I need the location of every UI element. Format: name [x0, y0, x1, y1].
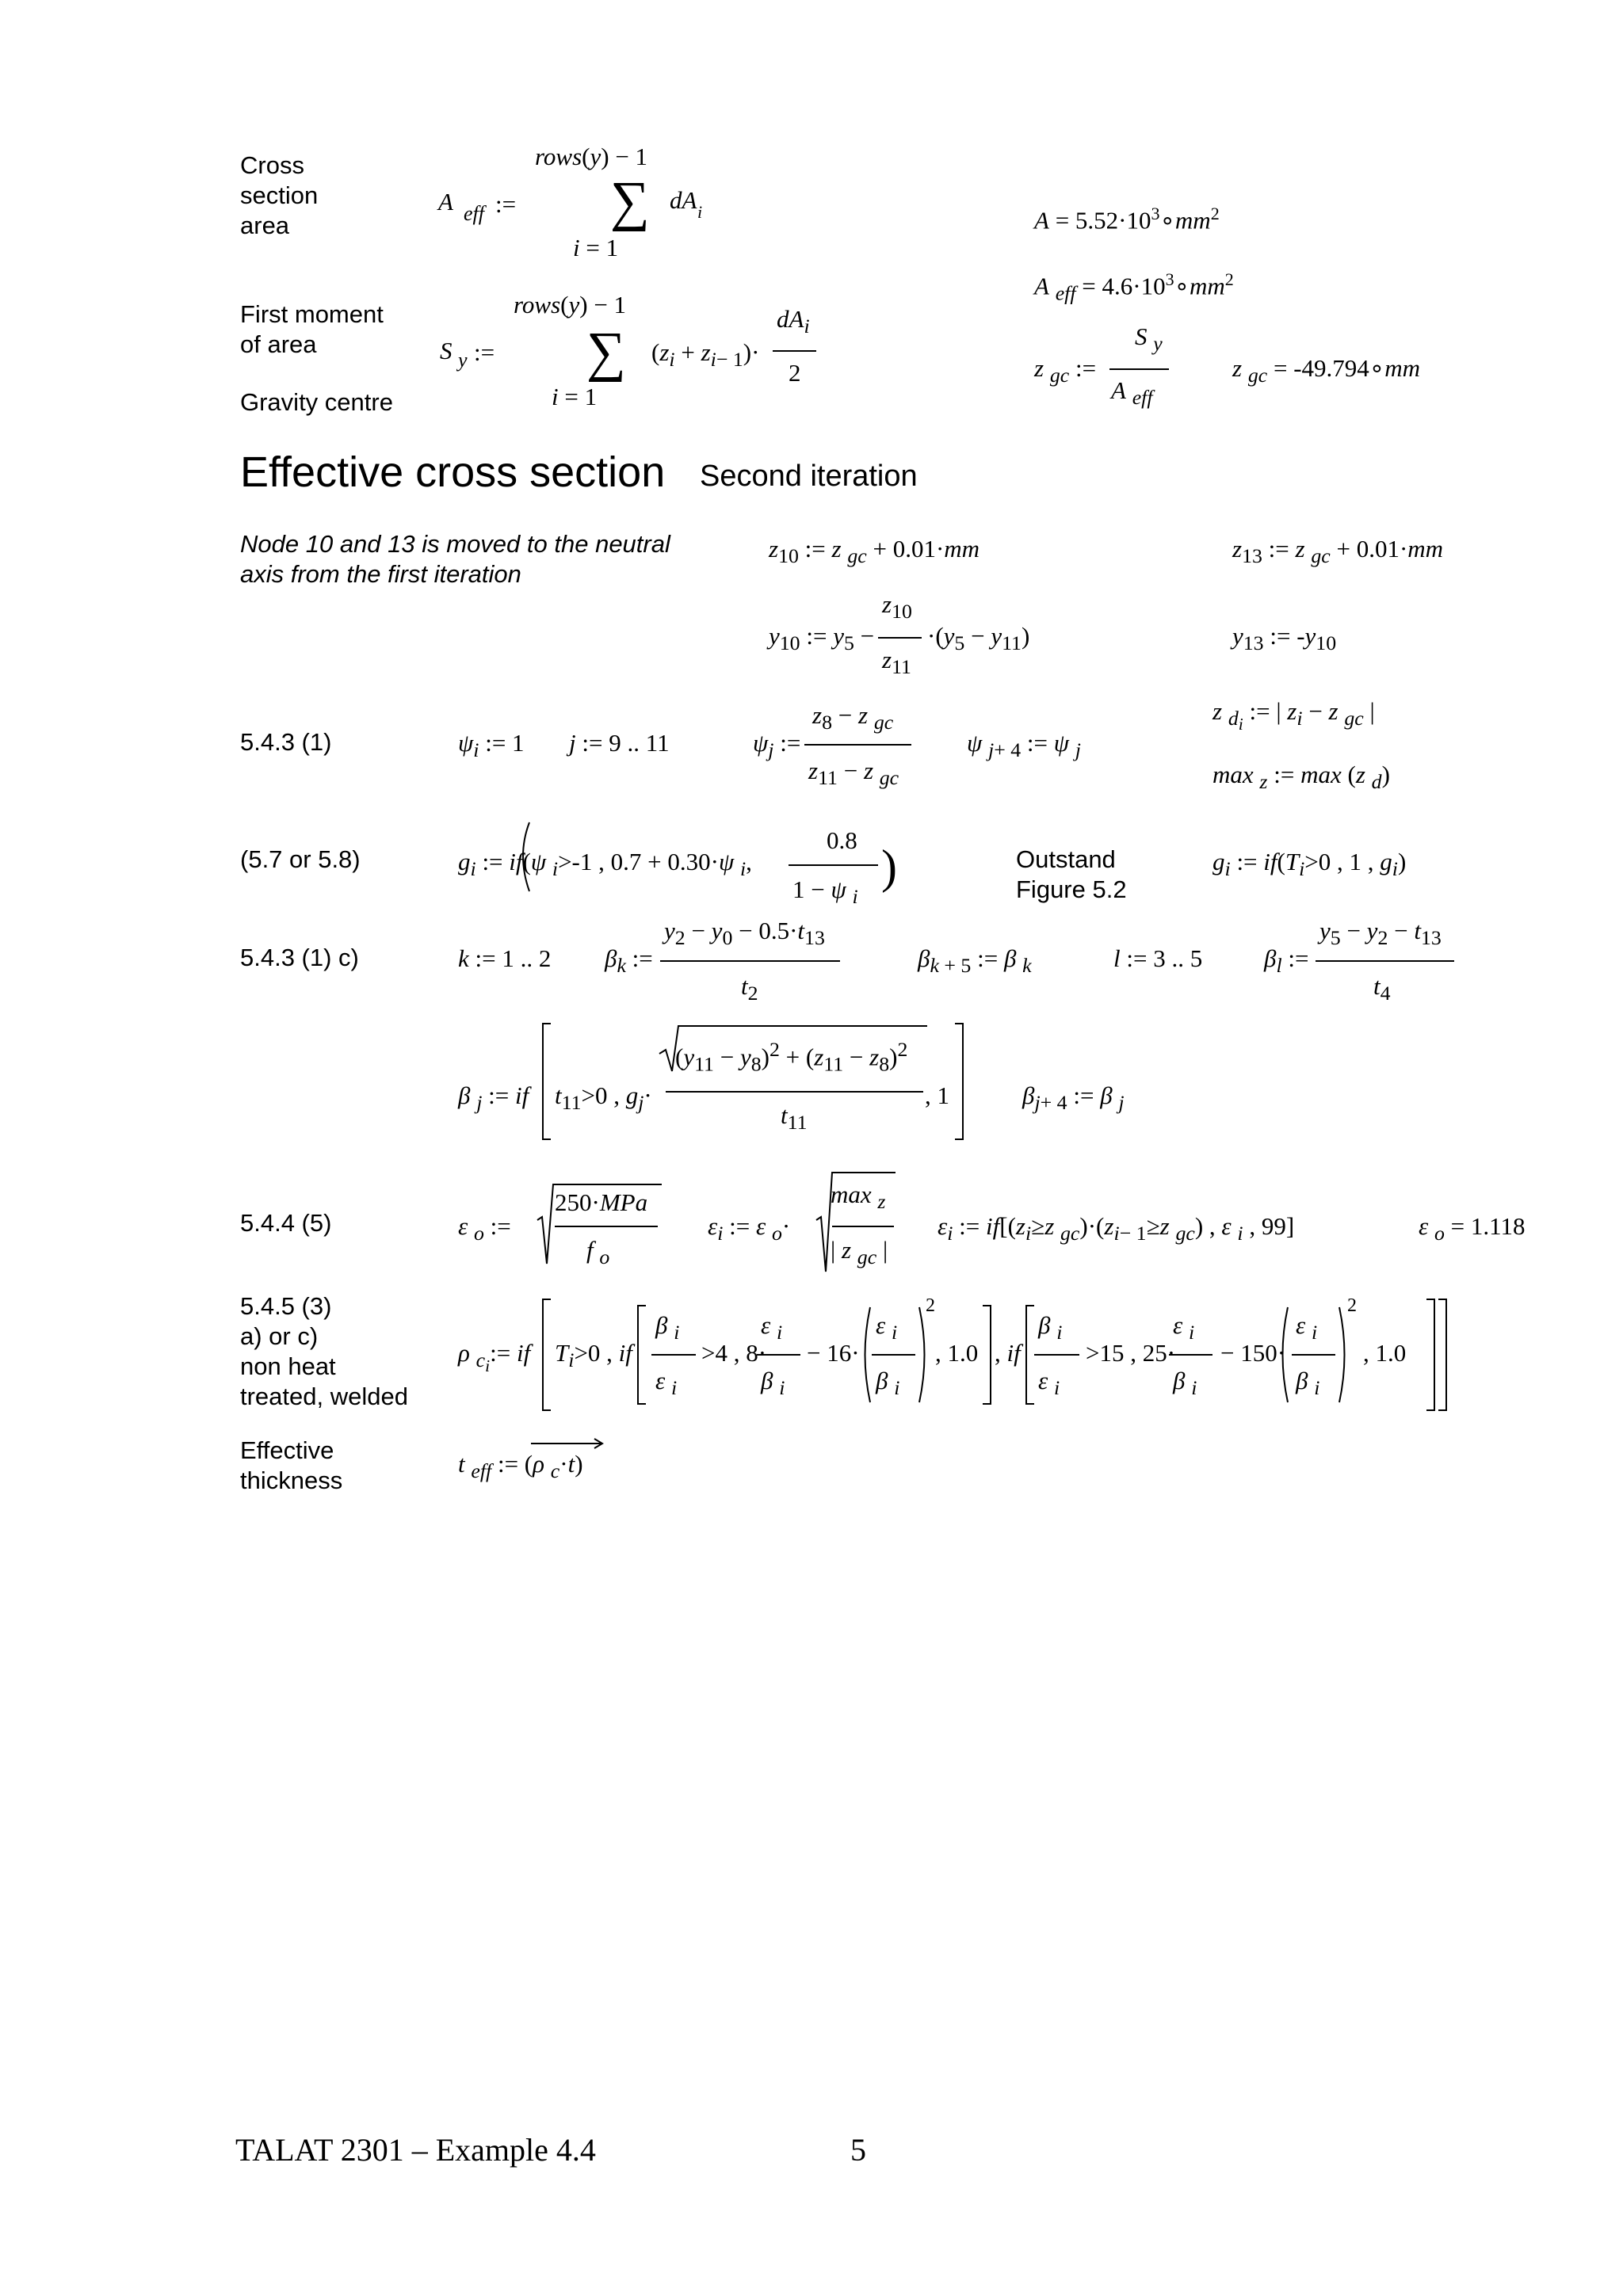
result-a: $A = 5.52\cdot 10^3\circ mm^2$ [1034, 204, 1220, 235]
label-first-moment: First moment of area [240, 300, 384, 358]
formula-j-range: j := 9 .. 11 [569, 729, 670, 757]
formula-t-eff: t $_{eff}$ := (ρ $_c$·t) [458, 1450, 583, 1483]
formula-eps-i-if: $\varepsilon_i$ := $if[(z_i\ge z$ $_{gc})\cdot(z_{i- 1}\ge z$ $_{gc}$) , ε $_i$ , 99] [938, 1212, 1295, 1245]
result-eps-o: ε $_o$ = 1.118 [1419, 1212, 1526, 1245]
formula-z-d: z $_{d_i}$ := | $z_i - z$ $_{gc}$ | [1212, 697, 1375, 734]
label-clause-543-1c: 5.4.3 (1) c) [240, 944, 359, 971]
section-heading: Effective cross section [240, 448, 666, 496]
formula-z13: $z_{13}$ := z $_{gc}$ + 0.01·mm [1232, 535, 1444, 568]
label-gravity-centre: Gravity centre [240, 388, 393, 416]
formula-z10: $z_{10}$ := z $_{gc}$ + 0.01·mm [769, 535, 980, 568]
result-z-gc: z $_{gc}$ = -49.794∘mm [1232, 354, 1420, 387]
result-a-eff: A $_{eff} = 4.6\cdot 10^3\circ mm^2$ [1034, 269, 1234, 305]
section-subheading: Second iteration [700, 460, 918, 493]
label-clause-57-58: (5.7 or 5.8) [240, 845, 361, 873]
formula-beta-k5: $\beta_{k + 5}$ := β $_k$ [918, 944, 1032, 978]
label-outstand: Outstand Figure 5.2 [1016, 845, 1127, 903]
label-clause-544-5: 5.4.4 (5) [240, 1209, 332, 1237]
footer-doc-title: TALAT 2301 – Example 4.4 [235, 2132, 596, 2168]
formula-psi-j4: ψ $_{j+ 4}$ := ψ $_j$ [967, 729, 1081, 762]
label-effective-thickness: Effective thickness [240, 1436, 343, 1494]
footer-page-number: 5 [850, 2132, 866, 2168]
label-clause-545-3: 5.4.5 (3) a) or c) non heat treated, welded [240, 1292, 408, 1410]
formula-psi-i: $\psi_i$ := 1 [458, 729, 525, 762]
label-cross-section-area: Cross section area [240, 151, 319, 239]
label-clause-543-1: 5.4.3 (1) [240, 728, 332, 756]
formula-k-range: k := 1 .. 2 [458, 944, 552, 972]
formula-max-z: max $_z$ := max (z $_d$) [1212, 761, 1390, 794]
formula-g-outstand: $g_i$ := $if(T_i>0$ , 1 , $g_i$) [1212, 848, 1407, 881]
node-note: Node 10 and 13 is moved to the neutral axis from the first iteration [240, 530, 670, 588]
formula-y13: $y_{13}$ := $-y_{10}$ [1232, 622, 1337, 655]
formula-beta-j4: $\beta_{j+ 4}$ := β $_j$ [1022, 1081, 1125, 1115]
formula-l-range: l := 3 .. 5 [1113, 944, 1203, 972]
